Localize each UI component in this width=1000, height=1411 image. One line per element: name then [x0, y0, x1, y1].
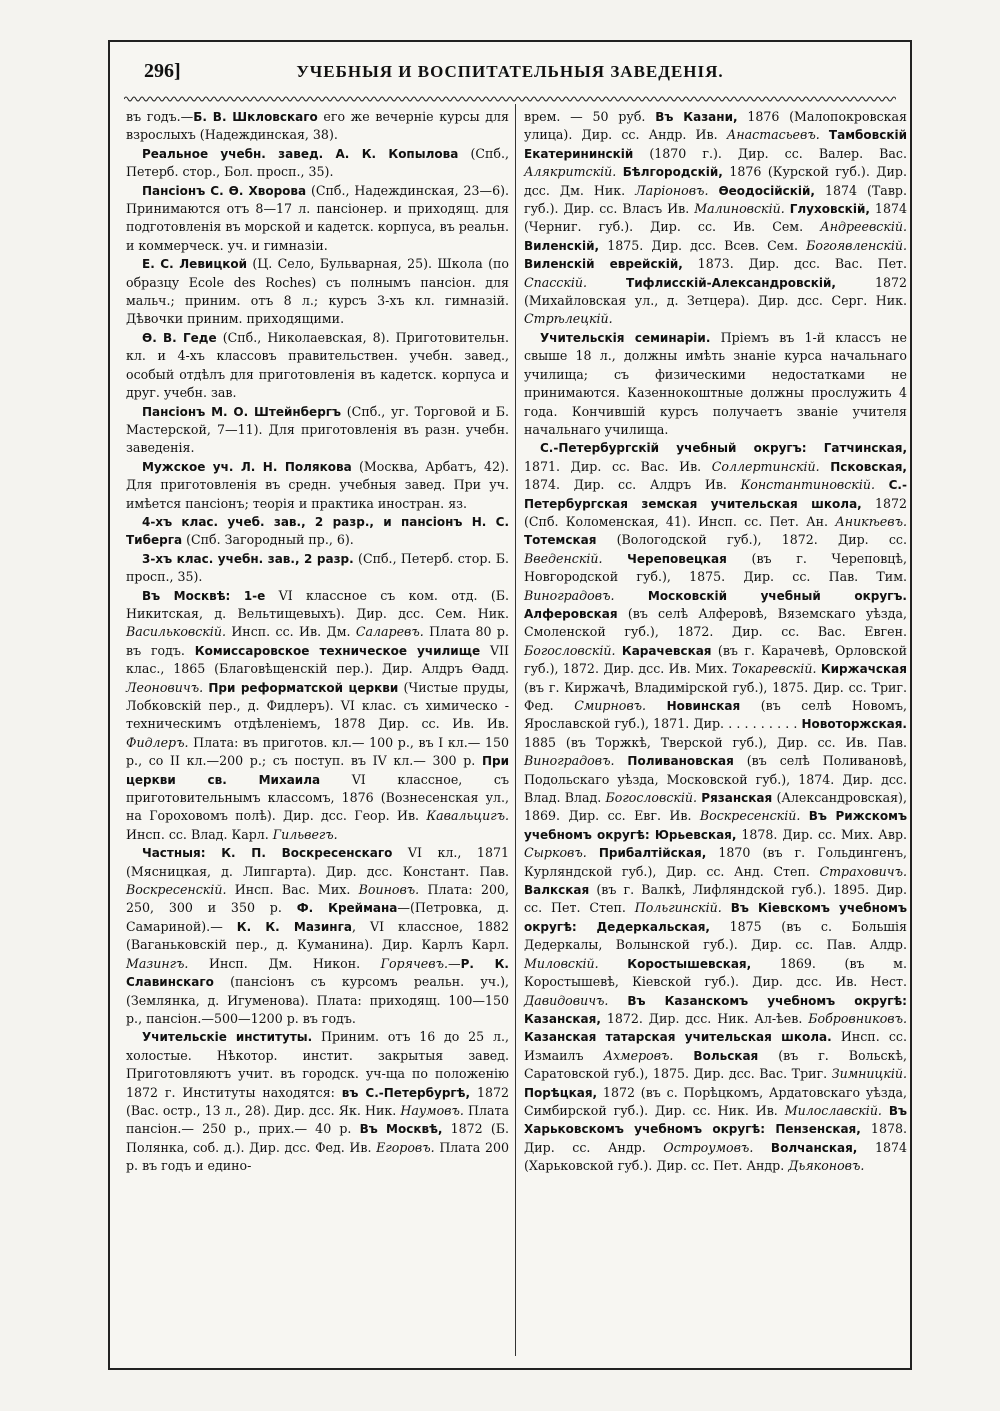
- person-name: Воскресенскій.: [126, 882, 227, 898]
- paragraph: [524, 329, 907, 439]
- entry-heading: Въ Харьковскомъ учебномъ округѣ: Пензенская,: [524, 1103, 907, 1137]
- entry-heading: Карачевская: [621, 643, 712, 658]
- entry-heading: Въ Москвѣ,: [359, 1122, 443, 1137]
- entry-heading: Р. К. Славинскаго: [126, 956, 509, 990]
- text-run: [753, 1140, 771, 1155]
- two-column-body: [126, 108, 908, 1356]
- text-run: 1878. Дир. сс. Мих. Авр.: [736, 826, 908, 842]
- person-name: Анастасьевъ.: [726, 127, 820, 143]
- text-run: его же вечерніе курсы для взрослыхъ (Надеждинская, 38).: [126, 109, 509, 143]
- entry-heading: Тамбовскій Екатерининскій: [524, 128, 907, 161]
- entry-heading: Новоторжская.: [801, 717, 907, 732]
- text-run: [602, 551, 627, 566]
- person-name: Спасскій.: [524, 274, 588, 290]
- text-run: 1873. Дир. дсс. Вас. Пет.: [682, 256, 908, 272]
- paragraph: [126, 513, 509, 550]
- person-name: Андреевскій.: [820, 219, 907, 235]
- text-run: (въ селѣ Алферовѣ, Вяземскаго уѣзда, Смоленской губ.), 1872. Дир. сс. Вас. Евген.: [524, 605, 907, 640]
- text-run: [646, 698, 667, 713]
- text-run: 1875 (въ с. Большія Дедеркалы, Волынской губ.). Дир. сс. Пав. Алдр.: [524, 918, 907, 953]
- entry-heading: Тифлисскій-Александровскій,: [626, 275, 836, 290]
- paragraph: [126, 145, 509, 182]
- text-run: 1872 (Б. Полянка, соб. д.). Дир. дсс. Фед. Ив.: [126, 1121, 509, 1155]
- entry-heading: Ф. Крейманa: [296, 901, 398, 916]
- person-name: Токаревскій.: [731, 661, 817, 677]
- entry-heading: Пансіонъ М. О. Штейнбергъ: [142, 404, 342, 419]
- text-run: 1872 (Вас. остр., 13 л., 28). Дир. дсс. Як. Ник.: [126, 1084, 509, 1118]
- column-divider: [515, 104, 516, 1356]
- text-run: (въ селѣ Новомъ, Ярославской губ.), 1871. Дир. . . . . . . . . .: [524, 698, 907, 732]
- person-name: Ахмеровъ.: [603, 1047, 674, 1063]
- text-run: 1876 (Курской губ.). Дир. дсс. Дм. Ник.: [524, 164, 907, 198]
- text-run: [587, 845, 599, 860]
- text-run: (Ц. Село, Бульварная, 25). Школа (по образцу Ecole des Roches) съ полнымъ пансіон. для мальч.; приним. отъ 8 л.; курсъ 3-хъ кл. гимназій. Дѣвочки приним. приходящими.: [126, 256, 509, 327]
- entry-heading: Волчанская,: [770, 1140, 858, 1155]
- text-run: , VI классное, 1882 (Ваганьковскій пер., д. Куманина). Дир. Карлъ Карл.: [126, 918, 510, 953]
- paragraph: [524, 439, 907, 1175]
- entry-heading: Вольская: [693, 1048, 759, 1063]
- person-name: Миловскій.: [524, 955, 599, 971]
- text-run: Плата 80 р. въ годъ.: [126, 624, 509, 658]
- text-run: VII клас., 1865 (Благовѣщенскій пер.). Дир. Алдръ Ѳадд.: [126, 642, 510, 677]
- entry-heading: Рязанская: [701, 791, 773, 806]
- person-name: Богословскій.: [605, 790, 698, 806]
- person-name: Мазингъ.: [126, 955, 189, 971]
- entry-heading: Въ Казани,: [655, 110, 738, 124]
- person-name: Дьяконовъ.: [788, 1158, 865, 1174]
- text-run: VI классное, съ приготовительнымъ классомъ, 1876 (Вознесенская ул., на Гороховомъ полѣ). Дир. дсс. Геор. Ив.: [126, 771, 509, 824]
- text-run: Инсп. Дм. Никон.: [188, 955, 381, 971]
- person-name: Остроумовъ.: [663, 1139, 754, 1155]
- entry-heading: С.-Петербургскій учебный округъ: Гатчинская,: [540, 441, 907, 456]
- text-run: Плата: въ приготов. кл.— 100 р., въ I кл.— 150 р., со II кл.—200 р.; съ поступ. въ IV кл.— 300 р.: [126, 734, 509, 769]
- entry-heading: Киржачская: [820, 662, 907, 677]
- entry-heading: Ѳеодосійскій,: [718, 183, 815, 198]
- text-run: Плата пансіон.— 250 р., прих.— 40 р.: [126, 1102, 509, 1137]
- text-run: (въ г. Валкѣ, Лифляндской губ.). 1895. Дир. сс. Пет. Степ.: [524, 882, 907, 916]
- person-name: Кавальцигъ.: [426, 808, 509, 824]
- entry-heading: Б. В. Шкловскаго: [193, 110, 318, 124]
- text-run: 1874 (Черниг. губ.). Дир. сс. Ив. Сем.: [524, 201, 907, 235]
- entry-heading: Въ Кіевскомъ учебномъ округѣ: Дедеркальская,: [524, 901, 907, 934]
- text-run: (пансіонъ съ курсомъ реальн. уч.), (Землянка, д. Игуменова). Плата: приходящ. 100—150 р., пансіон.—500—1200 р. въ годъ.: [126, 974, 509, 1026]
- person-name: Богоявленскій.: [806, 237, 907, 253]
- entry-heading: Коростышевская,: [627, 956, 752, 971]
- person-name: Саларевъ.: [355, 624, 424, 640]
- person-name: Горячевъ.: [380, 955, 448, 971]
- text-run: Приним. отъ 16 до 25 л., холостые. Нѣкотор. инстит. закрытыя завед. Приготовляютъ учит. въ городск. уч-ща по положенію 1872 г. Институты находятся:: [126, 1029, 510, 1100]
- text-run: [820, 459, 831, 474]
- entry-heading: Мужское уч. Л. Н. Полякова: [142, 459, 352, 474]
- entry-heading: Въ Рижскомъ учебномъ округѣ: Юрьевская,: [524, 809, 907, 842]
- person-name: Алякритскій.: [524, 164, 617, 180]
- entry-heading: въ С.-Петербургѣ,: [341, 1085, 471, 1100]
- person-name: Воскресенскій.: [699, 808, 801, 824]
- paragraph: [126, 844, 509, 1028]
- entry-heading: Тотемская: [524, 533, 597, 548]
- text-run: (въ г. Киржачѣ, Владимірской губ.), 1875. Дир. сс. Триг. Фед.: [524, 679, 907, 713]
- text-run: Плата: 200, 250, 300 и 350 р.: [126, 882, 509, 916]
- paragraph: [126, 1028, 509, 1175]
- person-name: Смирновъ.: [574, 698, 647, 713]
- text-run: Инсп. сс. Ив. Дм.: [225, 624, 356, 640]
- entry-heading: Учительскія семинаріи.: [540, 330, 711, 345]
- person-name: Наумовъ.: [400, 1102, 464, 1118]
- text-run: 1874. Дир. сс. Алдръ Ив.: [524, 477, 741, 493]
- text-run: (Спб., Надеждинская, 23—6). Принимаются отъ 8—17 л. пансіонер. и приходящ. для подготовленія въ морской и кадетск. корпуса, въ реальн. и коммерческ. уч. и гимназіи.: [126, 182, 509, 253]
- entry-heading: Московскій учебный округъ. Алферовская: [524, 588, 907, 621]
- text-run: 1872 (въ с. Порѣцкомъ, Ардатовскаго уѣзда, Симбирской губ.). Дир. сс. Ник. Ив.: [524, 1084, 907, 1118]
- person-name: Виноградовъ.: [524, 753, 615, 769]
- entry-heading: Череповецкая: [627, 551, 727, 566]
- paragraph: [126, 403, 509, 458]
- person-name: Ларіоновъ.: [635, 182, 709, 198]
- text-run: (въ г. Карачевѣ, Орловской губ.), 1872. Дир. дсс. Ив. Мих.: [524, 642, 907, 677]
- person-name: Милославскій.: [784, 1102, 882, 1118]
- text-run: (въ селѣ Поливановѣ, Подольскаго уѣзда, Московской губ.), 1874. Дир. дсс. Влад. Влад.: [524, 753, 907, 806]
- paragraph: [126, 587, 509, 845]
- wavy-rule: [124, 94, 896, 104]
- entry-heading: Пансіонъ С. Ѳ. Хворова: [142, 183, 307, 198]
- entry-heading: Е. С. Левицкой: [142, 257, 248, 272]
- paragraph: [126, 458, 509, 513]
- entry-heading: 4-хъ клас. учеб. зав., 2 разр., и пансіонъ Н. С. Тиберга: [126, 514, 509, 548]
- text-run: —(Петровка, д. Самариной).—: [126, 900, 509, 934]
- text-run: [614, 753, 627, 768]
- text-run: (Александровская), 1869. Дир. сс. Евг. Ив.: [524, 790, 907, 824]
- book-page: [108, 40, 912, 1370]
- paragraph: [524, 108, 907, 329]
- text-run: (Чистые пруды, Лобковскій пер., д. Фидлеръ). VI клас. съ химическо - техническимъ отдѣленіемъ, 1878 Дир. сс. Ив. Ив.: [126, 679, 509, 732]
- page-header: [110, 52, 910, 92]
- text-run: 1872 (Спб. Коломенская, 41). Инсп. сс. Пет. Ан.: [524, 495, 908, 529]
- text-run: (Спб. Загородный пр., 6).: [182, 532, 354, 548]
- text-run: Плата 200 р. въ годъ и едино-: [126, 1139, 509, 1174]
- person-name: Страховичъ.: [819, 863, 907, 879]
- person-name: Бобровниковъ.: [808, 1010, 907, 1026]
- person-name: Гильвегъ.: [272, 826, 338, 842]
- person-name: Богословскій.: [524, 642, 616, 658]
- text-run: (въ г. Череповцѣ, Новгородской губ.), 1875. Дир. сс. Пав. Тим.: [524, 550, 907, 585]
- entry-heading: Псковская,: [830, 459, 907, 474]
- entry-heading: Ѳ. В. Геде: [142, 330, 217, 345]
- text-run: 1869. (въ м. Коростышевѣ, Кіевской губ.). Дир. дсс. Ив. Нест.: [524, 955, 907, 990]
- text-run: 1878. Дир. сс. Андр.: [524, 1121, 907, 1155]
- text-run: VI классное съ ком. отд. (Б. Никитская, д. Вельтищевыхъ). Дир. дсс. Сем. Ник.: [126, 587, 509, 621]
- text-run: (Спб., уг. Торговой и Б. Мастерской, 7—11). Для приготовленія въ разн. учебн. заведенія.: [126, 403, 509, 456]
- person-name: Польгинскій.: [634, 900, 722, 916]
- person-name: Введенскій.: [524, 550, 603, 566]
- paragraph: [126, 182, 509, 256]
- entry-heading: Прибалтійская,: [598, 846, 707, 861]
- person-name: Васильковскій.: [126, 624, 226, 640]
- entry-heading: Порѣцкая,: [524, 1085, 598, 1100]
- text-run: (1870 г.). Дир. сс. Валер. Вас.: [633, 145, 907, 161]
- text-run: (Спб., Петерб. стор. Б. просп., 35).: [126, 550, 509, 585]
- text-run: [820, 127, 829, 142]
- person-name: Сырковъ.: [524, 845, 587, 861]
- text-run: [800, 808, 808, 823]
- person-name: Воиновъ.: [358, 882, 420, 898]
- text-run: 1874 (Тавр. губ.). Дир. сс. Власъ Ив.: [524, 182, 907, 217]
- text-run: 1872. Дир. дсс. Ник. Ал-ѣев.: [600, 1010, 809, 1026]
- person-name: Леоновичъ.: [126, 679, 204, 695]
- text-run: 1871. Дир. сс. Вас. Ив.: [524, 458, 712, 474]
- text-run: [875, 477, 889, 492]
- text-run: [614, 588, 647, 603]
- person-name: Константиновскій.: [740, 477, 875, 493]
- paragraph: [126, 550, 509, 587]
- entry-heading: С.-Петербургская земская учительская школа,: [524, 478, 907, 511]
- text-run: Пріемъ въ 1-й классъ не свыше 18 л., должны имѣть знаніе курса начальнаго училища; съ физическими недостатками не принимаются. Казеннокоштные должны прослужить 4 года. Кончившій курсъ получаетъ званіе учителя начальнаго училища.: [524, 329, 907, 437]
- text-run: 1874 (Харьковской губ.). Дир. сс. Пет. Андр.: [524, 1139, 907, 1174]
- text-run: [673, 1048, 693, 1063]
- entry-heading: Новинская: [666, 699, 741, 713]
- entry-heading: При реформатской церкви: [208, 680, 399, 695]
- text-run: 1885 (въ Торжкѣ, Тверской губ.), Дир. сс. Ив. Пав.: [524, 734, 907, 750]
- entry-heading: Комиссаровское техническое училище: [194, 643, 481, 658]
- entry-heading: Учительскіе институты.: [142, 1030, 313, 1045]
- person-name: Фидлеръ.: [126, 734, 189, 750]
- text-run: (Москва, Арбатъ, 42). Для приготовленія въ средн. учебныя завед. При уч. имѣется пансіонъ; теорія и практика иностран. яз.: [126, 458, 509, 511]
- text-run: Инсп. сс. Измаилъ: [524, 1029, 907, 1063]
- text-run: [708, 183, 718, 198]
- text-run: Инсп. Вас. Мих.: [226, 882, 359, 898]
- text-run: (Спб., Николаевская, 8). Приготовительн. кл. и 4-хъ классовъ правительствен. учебн. завед., особый отдѣлъ для приготовленія въ кадетск. корпуса и друг. учебн. зав.: [126, 329, 510, 401]
- text-run: 1870 (въ г. Гольдингенъ, Курляндской губ.), Дир. сс. Анд. Степ.: [524, 845, 907, 879]
- entry-heading: Виленскій еврейскій,: [524, 257, 683, 272]
- text-run: —: [447, 955, 461, 971]
- entry-heading: Казанская татарская учительская школа.: [524, 1030, 832, 1045]
- left-column: [126, 108, 509, 1356]
- text-run: [722, 900, 731, 915]
- paragraph: [126, 255, 509, 329]
- text-run: VI кл., 1871 (Мясницкая, д. Липгарта). Дир. дсс. Констант. Пав.: [126, 845, 509, 879]
- entry-heading: Виленскій,: [524, 238, 600, 253]
- paragraph: [126, 329, 509, 403]
- entry-heading: Глуховскій,: [789, 202, 870, 217]
- entry-heading: Валкская: [524, 883, 590, 898]
- text-run: [608, 993, 627, 1008]
- text-run: [587, 275, 626, 290]
- entry-heading: При церкви св. Михаила: [126, 754, 509, 787]
- person-name: Аникѣевъ.: [835, 513, 907, 529]
- text-run: (Спб., Петерб. стор., Бол. просп., 35).: [126, 145, 509, 180]
- running-title: УЧЕБНЫЯ И ВОСПИТАТЕЛЬНЫЯ ЗАВЕДЕНІЯ.: [296, 62, 724, 81]
- text-run: [882, 1103, 889, 1118]
- text-run: Инсп. сс. Влад. Карл.: [126, 826, 273, 842]
- entry-heading: Частныя: К. П. Воскресенскаго: [142, 846, 393, 861]
- person-name: Давидовичъ.: [524, 992, 609, 1008]
- text-run: 1876 (Малопокровская улица). Дир. сс. Андр. Ив.: [524, 109, 908, 143]
- person-name: Малиновскій.: [694, 201, 785, 217]
- person-name: Стрѣлецкій.: [524, 311, 613, 327]
- person-name: Виноградовъ.: [524, 587, 615, 603]
- text-run: 1872 (Михайловская ул., д. Зетцера). Дир. дсс. Серг. Ник.: [524, 274, 907, 309]
- page-number: 296]: [144, 60, 181, 82]
- entry-heading: Реальное учебн. завед. А. К. Копылова: [142, 146, 459, 161]
- text-run: (Вологодской губ.), 1872. Дир. сс.: [596, 532, 907, 548]
- entry-heading: Въ Казанскомъ учебномъ округѣ: Казанская,: [524, 993, 907, 1026]
- text-run: [599, 956, 628, 971]
- text-run: (въ г. Вольскѣ, Саратовской губ.), 1875. Дир. дсс. Вас. Триг.: [524, 1047, 907, 1082]
- entry-heading: К. К. Мазинга: [236, 919, 352, 934]
- text-run: 1875. Дир. дсс. Всев. Сем.: [599, 237, 807, 253]
- person-name: Соллертинскій.: [711, 458, 820, 474]
- entry-heading: Поливановская: [627, 754, 734, 769]
- entry-heading: 3-хъ клас. учебн. зав., 2 разр.: [142, 551, 354, 566]
- text-run: врем. — 50 руб.: [524, 109, 656, 124]
- right-column: [524, 108, 907, 1356]
- entry-heading: Въ Москвѣ: 1-е: [142, 588, 266, 603]
- person-name: Зимницкій.: [831, 1066, 907, 1082]
- entry-heading: Бѣлгородскій,: [622, 165, 723, 180]
- paragraph: [126, 108, 509, 145]
- text-run: въ годъ.—: [126, 109, 194, 124]
- person-name: Егоровъ.: [376, 1139, 435, 1155]
